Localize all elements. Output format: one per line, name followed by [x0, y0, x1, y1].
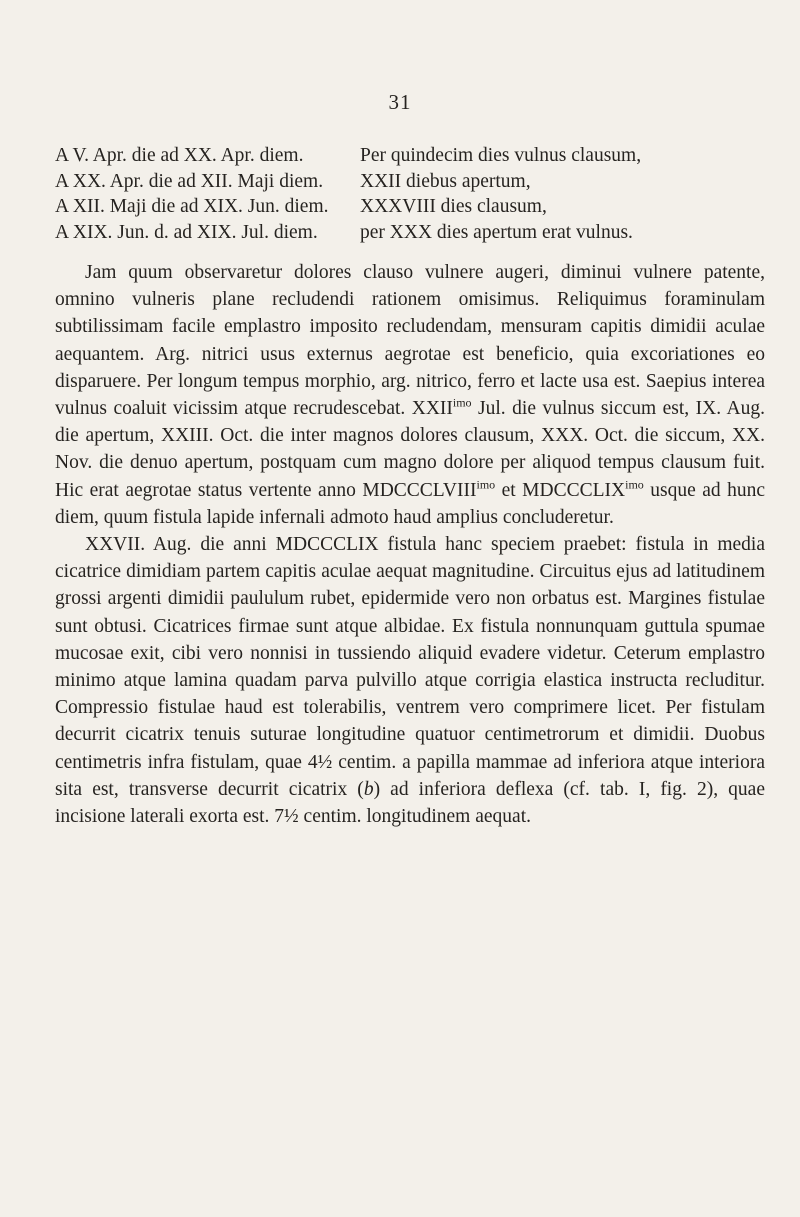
paragraph-1-part-d: usque ad hunc diem, quum fistula lapide infernali admoto haud amplius concluderetur.: [55, 479, 765, 528]
schedule-state: XXII diebus apertum,: [360, 170, 531, 192]
superscript: imo: [625, 477, 644, 492]
paragraph-2: [55, 531, 765, 830]
schedule-period: A XII. Maji die ad XIX. Jun. diem.: [55, 196, 329, 217]
paragraph-2-part-d: centim. longitudinem aequat.: [298, 806, 531, 828]
paragraph-1-part-b: Jul. die vulnus siccum est, IX. Aug. die apertum, XXIII. Oct. die inter magnos dolores clausum, XXX. Oct. die siccum, XX. Nov. die denuo apertum, postquam cum magno dolore per aliquod tempus clausum fuit. Hic erat aegrotae status vertente anno MDCCCLVIII: [55, 398, 765, 501]
paragraph-2-part-a: XXVII. Aug. die anni MDCCCLIX fistula hanc speciem praebet: fistula in media cicatrice dimidiam partem capitis aculae aequat magnitudine. Circuitus ejus ad latitudinem grossi argenti dimidii paululum rubet, epidermide vero non orbatus est. Margines fistulae sunt obtusi. Cicatrices firmae sunt atque albidae. Ex fistula nonnunquam guttula spumae mucosae exit, cibi vero nonnisi in tussiendo aliquid evadere videtur. Ceterum emplastro minimo atque lamina quadam parva pulvillo atque corrigia elastica instructa recluditur. Compressio fistulae haud est tolerabilis, ventrem vero comprimere licet. Per fistulam decurrit cicatrix tenuis suturae longitudine quatuor centimetrorum et dimidii. Duobus centimetris infra fistulam, quae: [55, 534, 765, 773]
paragraph-1-part-c: et MDCCCLIX: [495, 479, 626, 501]
paragraph-2-part-c: ) ad inferiora deflexa (cf. tab. I, fig. 2), quae incisione laterali exorta est.: [55, 778, 765, 828]
paragraph-2-part-b: centim. a papilla mammae ad inferiora atque interiora sita est, transverse decurrit cicatrix (: [55, 751, 765, 800]
superscript: imo: [476, 477, 496, 492]
schedule-state: per XXX dies apertum erat vulnus.: [360, 221, 633, 243]
schedule-row: [55, 143, 765, 169]
page-number: 31: [388, 90, 412, 114]
schedule-table: [55, 143, 765, 245]
schedule-row: [55, 194, 765, 220]
paragraph-1-part-a: Jam quum observaretur dolores clauso vulnere augeri, diminui vulnere patente, omnino vulneris plane recludendi rationem omisimus. Reliquimus foraminulam subtilissimam facile emplastro imposito recludendam, mensuram capitis dimidii aculae aequantem. Arg. nitrici usus externus aegrotae est beneficio, quia excoriationes eo disparuere. Per longum tempus morphio, arg. nitrico, ferro et lacte usa est. Saepius interea vulnus coaluit vicissim atque recrudescebat. XXII: [55, 262, 765, 420]
italic-letter: b: [363, 778, 374, 800]
schedule-period: A V. Apr. die ad XX. Apr. diem.: [55, 145, 304, 166]
superscript: imo: [452, 395, 472, 410]
fraction: 7½: [274, 806, 299, 828]
body-text: [55, 259, 765, 830]
schedule-period: A XIX. Jun. d. ad XIX. Jul. diem.: [55, 221, 318, 243]
fraction: 4½: [307, 751, 333, 773]
schedule-row: [55, 169, 765, 195]
schedule-row: [55, 220, 765, 246]
schedule-state: Per quindecim dies vulnus clausum,: [360, 145, 642, 166]
paragraph-1: [55, 259, 765, 531]
schedule-period: A XX. Apr. die ad XII. Maji diem.: [55, 170, 324, 192]
schedule-state: XXXVIII dies clausum,: [360, 196, 547, 217]
